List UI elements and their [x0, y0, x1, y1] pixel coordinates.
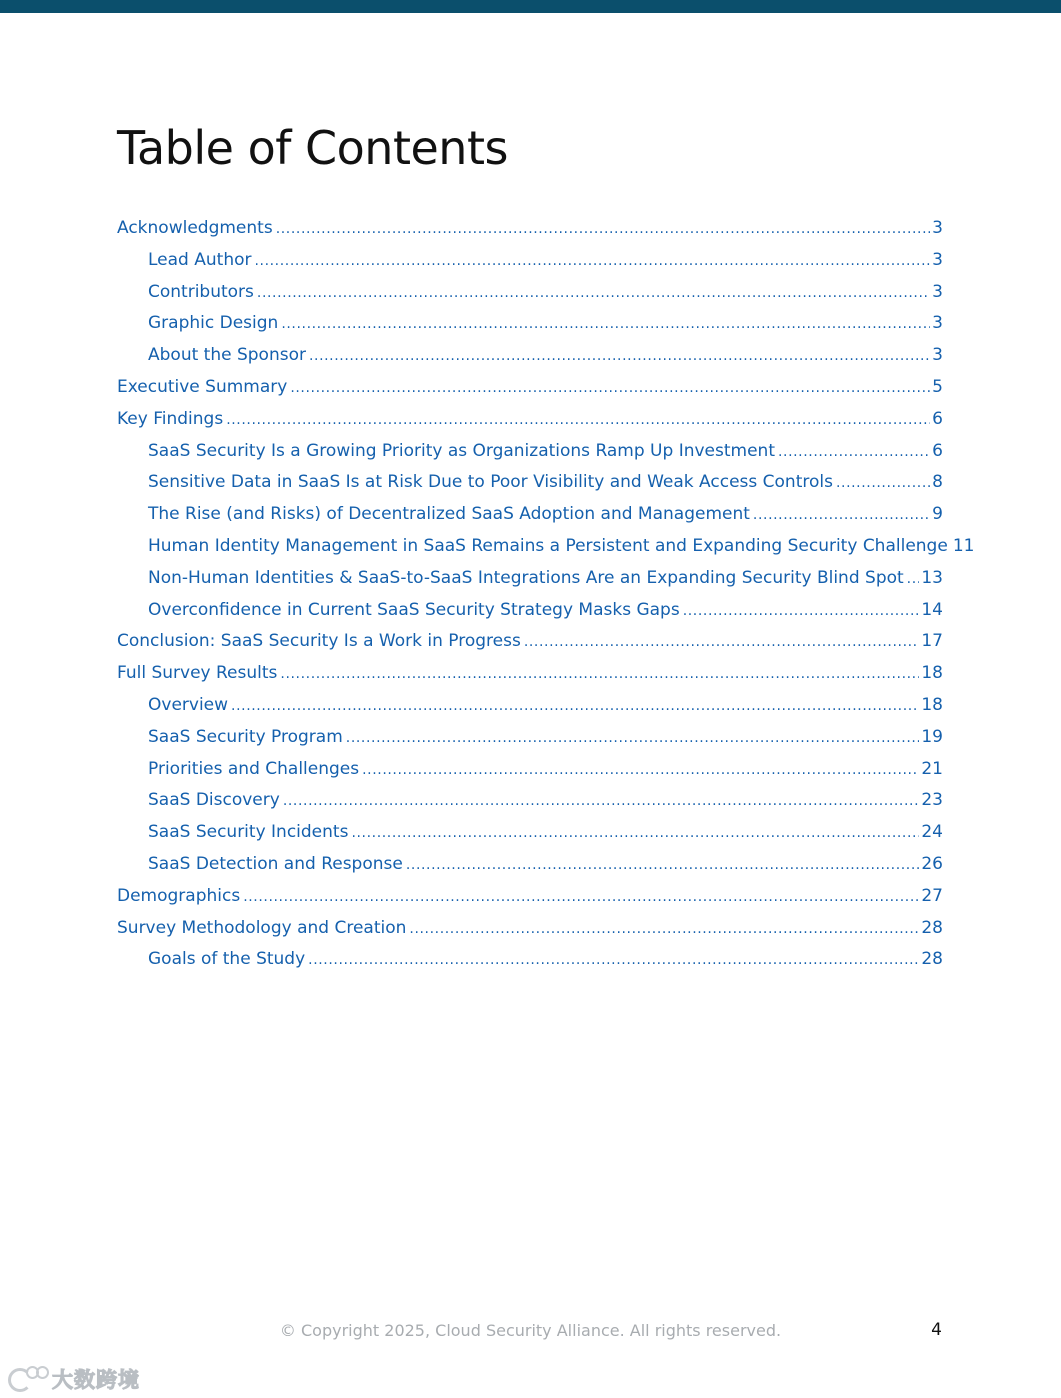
- toc-dot-leader: [283, 786, 920, 818]
- toc-entry[interactable]: [117, 626, 943, 658]
- watermark-text: 大数跨境: [52, 1368, 140, 1392]
- toc-entry-label[interactable]: Survey Methodology and Creation: [117, 917, 407, 938]
- toc-entry-label[interactable]: Contributors: [148, 281, 254, 302]
- toc-dot-leader: [280, 659, 919, 691]
- toc-entry-label[interactable]: SaaS Discovery: [148, 790, 280, 811]
- toc-entry-page-number[interactable]: 28: [921, 949, 943, 970]
- toc-entry[interactable]: [117, 436, 943, 468]
- toc-entry-label[interactable]: SaaS Security Is a Growing Priority as Organizations Ramp Up Investment: [148, 440, 775, 461]
- toc-entry-label[interactable]: Executive Summary: [117, 376, 288, 397]
- toc-entry-page-number[interactable]: 18: [921, 663, 943, 684]
- toc-entry-page-number[interactable]: 3: [932, 313, 943, 334]
- toc-entry-page-number[interactable]: 3: [932, 249, 943, 270]
- toc-dot-leader: [778, 437, 930, 469]
- toc-entry[interactable]: [117, 690, 943, 722]
- toc-entry[interactable]: [117, 404, 943, 436]
- toc-entry-label[interactable]: Lead Author: [148, 249, 252, 270]
- toc-entry-page-number[interactable]: 21: [921, 758, 943, 779]
- toc-entry-page-number[interactable]: 3: [932, 345, 943, 366]
- toc-entry[interactable]: [117, 499, 943, 531]
- toc-entry-page-number[interactable]: 27: [921, 885, 943, 906]
- toc-entry[interactable]: [117, 944, 943, 976]
- toc-dot-leader: [308, 945, 919, 977]
- toc-entry[interactable]: [117, 849, 943, 881]
- toc-entry[interactable]: [117, 340, 943, 372]
- toc-entry-label[interactable]: Human Identity Management in SaaS Remains a Persistent and Expanding Security Challenge: [148, 535, 948, 556]
- toc-entry[interactable]: [117, 563, 943, 595]
- page-title: Table of Contents: [117, 121, 508, 175]
- toc-entry-page-number[interactable]: 18: [921, 694, 943, 715]
- toc-entry[interactable]: [117, 531, 975, 563]
- toc-entry[interactable]: [117, 213, 943, 245]
- toc-entry[interactable]: [117, 245, 943, 277]
- toc-entry-label[interactable]: Key Findings: [117, 408, 224, 429]
- toc-entry[interactable]: [117, 658, 943, 690]
- header-bar: [0, 0, 1061, 13]
- toc-entry-label[interactable]: The Rise (and Risks) of Decentralized SaaS Adoption and Management: [148, 504, 750, 525]
- toc-entry-label[interactable]: Priorities and Challenges: [148, 758, 360, 779]
- watermark-logo-icon: [8, 1366, 48, 1392]
- toc-entry-label[interactable]: Overconfidence in Current SaaS Security Strategy Masks Gaps: [148, 599, 680, 620]
- toc-entry-label[interactable]: SaaS Security Incidents: [148, 822, 349, 843]
- toc-entry[interactable]: [117, 722, 943, 754]
- toc-entry[interactable]: [117, 817, 943, 849]
- toc-dot-leader: [524, 627, 920, 659]
- toc-dot-leader: [231, 691, 919, 723]
- toc-entry[interactable]: [117, 785, 943, 817]
- toc-entry-label[interactable]: Goals of the Study: [148, 949, 306, 970]
- toc-entry-page-number[interactable]: 6: [932, 440, 943, 461]
- toc-entry[interactable]: [117, 913, 943, 945]
- toc-entry-page-number[interactable]: 23: [921, 790, 943, 811]
- toc-dot-leader: [243, 882, 919, 914]
- toc-dot-leader: [362, 755, 919, 787]
- toc-dot-leader: [907, 564, 920, 596]
- toc-dot-leader: [276, 214, 930, 246]
- toc-dot-leader: [406, 850, 920, 882]
- toc-entry[interactable]: [117, 467, 943, 499]
- toc-entry-page-number[interactable]: 17: [921, 631, 943, 652]
- toc-entry[interactable]: [117, 754, 943, 786]
- toc-entry[interactable]: [117, 881, 943, 913]
- toc-entry[interactable]: [117, 308, 943, 340]
- toc-dot-leader: [836, 468, 930, 500]
- toc-entry-page-number[interactable]: 11: [952, 535, 975, 556]
- toc-entry-label[interactable]: SaaS Detection and Response: [148, 853, 403, 874]
- toc-entry-label[interactable]: Non-Human Identities & SaaS-to-SaaS Integrations Are an Expanding Security Blind Spot: [148, 567, 904, 588]
- toc-entry-page-number[interactable]: 6: [932, 408, 943, 429]
- toc-dot-leader: [409, 914, 919, 946]
- toc-entry-label[interactable]: Full Survey Results: [117, 663, 278, 684]
- toc-entry-page-number[interactable]: 5: [932, 376, 943, 397]
- toc-entry-label[interactable]: Overview: [148, 694, 229, 715]
- toc-entry-label[interactable]: Acknowledgments: [117, 218, 273, 238]
- toc-entry-page-number[interactable]: 13: [921, 567, 943, 588]
- toc-dot-leader: [346, 723, 920, 755]
- toc-entry-page-number[interactable]: 9: [932, 504, 943, 525]
- toc-entry-label[interactable]: Demographics: [117, 885, 241, 906]
- toc-entry-page-number[interactable]: 14: [921, 599, 943, 620]
- footer-copyright: © Copyright 2025, Cloud Security Alliance. All rights reserved.: [279, 1321, 782, 1340]
- footer-page-number: 4: [931, 1320, 942, 1340]
- toc-entry-label[interactable]: Sensitive Data in SaaS Is at Risk Due to Poor Visibility and Weak Access Controls: [148, 472, 833, 493]
- toc-entry-page-number[interactable]: 28: [921, 917, 943, 938]
- toc-entry-label[interactable]: About the Sponsor: [148, 345, 306, 366]
- toc-dot-leader: [290, 373, 930, 405]
- toc-dot-leader: [257, 278, 930, 310]
- toc-entry-page-number[interactable]: 19: [921, 726, 943, 747]
- toc-entry[interactable]: [117, 372, 943, 404]
- toc-dot-leader: [254, 246, 930, 278]
- toc-dot-leader: [226, 405, 930, 437]
- toc-dot-leader: [309, 341, 930, 373]
- watermark: [8, 1364, 140, 1394]
- toc-dot-leader: [753, 500, 930, 532]
- toc-entry-page-number[interactable]: 24: [921, 822, 943, 843]
- toc-dot-leader: [281, 309, 930, 341]
- toc-entry[interactable]: [117, 277, 943, 309]
- toc-entry-label[interactable]: Conclusion: SaaS Security Is a Work in Progress: [117, 631, 521, 652]
- toc-entry-page-number[interactable]: 26: [921, 853, 943, 874]
- toc-dot-leader: [351, 818, 919, 850]
- toc-entry-label[interactable]: Graphic Design: [148, 313, 279, 334]
- table-of-contents: [117, 213, 975, 976]
- toc-entry-label[interactable]: SaaS Security Program: [148, 726, 343, 747]
- toc-entry-page-number[interactable]: 8: [932, 472, 943, 493]
- toc-entry-page-number[interactable]: 3: [932, 218, 943, 238]
- toc-entry-page-number[interactable]: 3: [932, 281, 943, 302]
- toc-entry[interactable]: [117, 595, 943, 627]
- toc-dot-leader: [683, 596, 920, 628]
